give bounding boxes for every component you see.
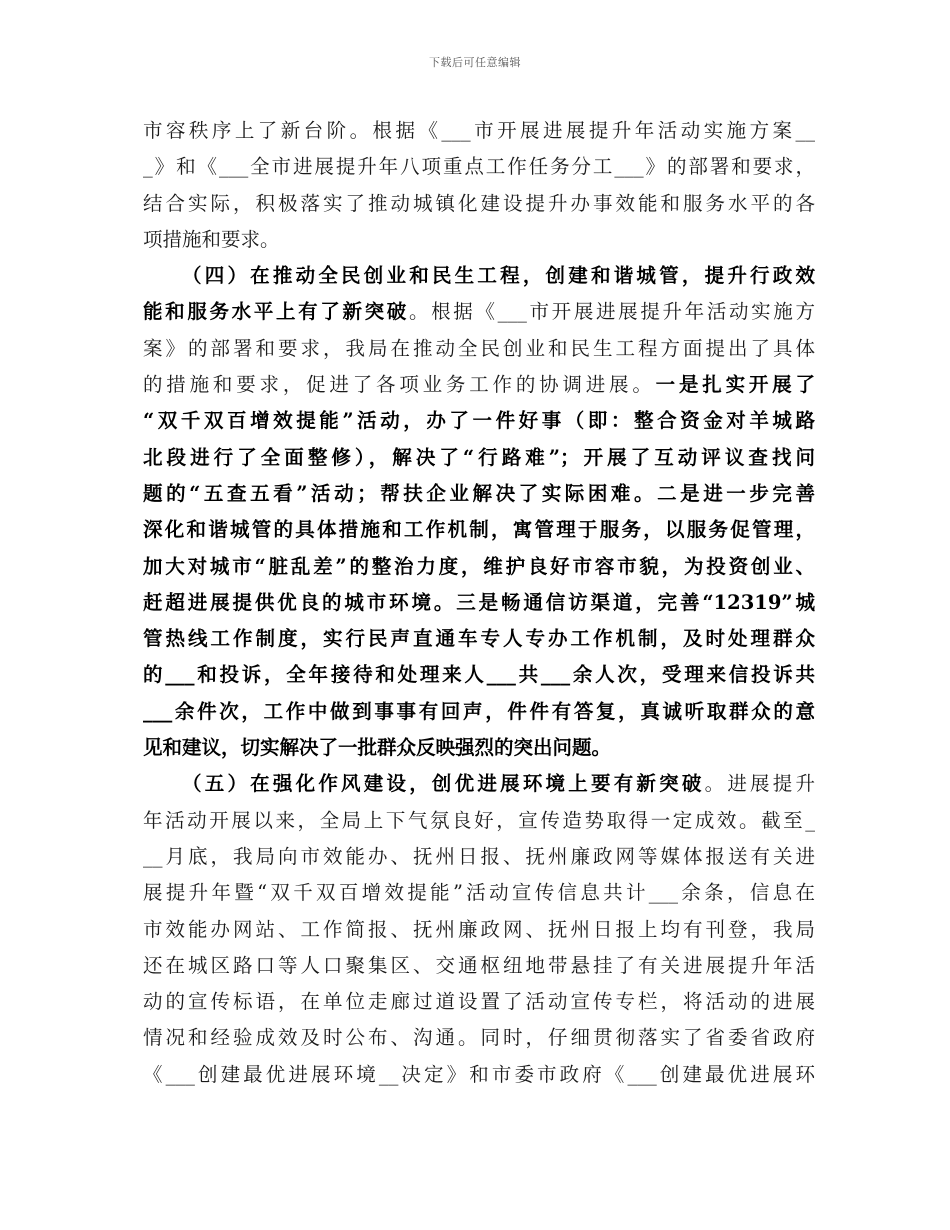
bold-text-segment: 的___和投诉，全年接待和处理来人___共___余人次，受理来信投诉共	[143, 663, 815, 687]
bold-text-segment: 见和建议，切实解决了一批群众反映强烈的突出问题。	[143, 736, 612, 760]
bold-text-segment: 北段进行了全面整修），解决了“行路难”；开展了互动评议查找问	[143, 445, 815, 469]
text-line	[143, 403, 815, 439]
text-segment: 还在城区路口等人口聚集区、交通枢纽地带悬挂了有关进展提升年活	[143, 953, 815, 977]
bold-text-segment: 一是扎实开展了	[655, 373, 815, 397]
text-line	[143, 1020, 815, 1056]
bold-text-segment: ___余件次，工作中做到事事有回声，件件有答复，真诚听取群众的意	[143, 699, 815, 723]
text-segment: __月底，我局向市效能办、抚州日报、抚州廉政网等媒体报送有关进	[143, 844, 815, 868]
text-segment: 结合实际，积极落实了推动城镇化建设提升办事效能和服务水平的各	[143, 191, 815, 215]
bold-text-segment: “双千双百增效提能”活动，办了一件好事（即：整合资金对羊城路	[143, 409, 815, 433]
text-line	[143, 512, 815, 548]
text-line	[143, 549, 815, 585]
text-line	[143, 476, 815, 512]
bold-text-segment: 深化和谐城管的具体措施和工作机制，寓管理于服务，以服务促管理，	[143, 518, 815, 542]
text-segment: 《___创建最优进展环境__决定》和市委市政府《___创建最优进展环	[143, 1062, 815, 1086]
text-segment: 动的宣传标语，在单位走廊过道设置了活动宣传专栏，将活动的进展	[143, 990, 815, 1014]
text-line	[143, 585, 815, 621]
text-line	[143, 149, 815, 185]
text-line	[143, 621, 815, 657]
text-segment: 。进展提升	[704, 772, 815, 796]
bold-text-segment: 能和服务水平上有了新突破	[143, 300, 409, 324]
text-line	[143, 948, 815, 984]
text-line	[143, 984, 815, 1020]
document-body	[143, 113, 815, 1093]
text-line	[143, 113, 815, 149]
bold-text-segment: （五）在强化作风建设，创优进展环境上要有新突破	[182, 772, 705, 796]
text-line	[143, 912, 815, 948]
text-segment: _》和《___全市进展提升年八项重点工作任务分工___》的部署和要求，	[143, 155, 815, 179]
text-line	[143, 766, 815, 802]
bold-text-segment: 管热线工作制度，实行民声直通车专人专办工作机制，及时处理群众	[143, 627, 815, 651]
page-header: 下载后可任意编辑	[429, 56, 521, 69]
bold-text-segment: 题的“五查五看”活动；帮扶企业解决了实际困难。二是进一步完善	[143, 481, 815, 505]
bold-text-segment: 赶超进展提供优良的城市环境。三是畅通信访渠道，完善“12319”城	[143, 590, 815, 614]
text-segment: 的措施和要求，促进了各项业务工作的协调进展。	[143, 373, 656, 397]
text-line	[143, 803, 815, 839]
text-segment: 项措施和要求。	[143, 227, 280, 251]
text-line	[143, 294, 815, 330]
text-segment: 市效能办网站、工作简报、抚州廉政网、抚州日报上均有刊登，我局	[143, 917, 815, 941]
text-line	[143, 258, 815, 294]
text-segment: 市容秩序上了新台阶。根据《___市开展进展提升年活动实施方案__	[143, 119, 815, 142]
text-line	[143, 222, 815, 258]
text-line	[143, 367, 815, 403]
text-line	[143, 440, 815, 476]
text-line	[143, 694, 815, 730]
text-line	[143, 657, 815, 693]
text-segment: 展提升年暨“双千双百增效提能”活动宣传信息共计___余条，信息在	[143, 881, 815, 905]
text-line	[143, 186, 815, 222]
text-line	[143, 875, 815, 911]
text-line	[143, 839, 815, 875]
text-segment: 。根据《___市开展进展提升年活动实施方	[408, 300, 815, 324]
bold-text-segment: （四）在推动全民创业和民生工程，创建和谐城管，提升行政效	[182, 264, 815, 288]
text-line	[143, 730, 815, 766]
bold-text-segment: 加大对城市“脏乱差”的整治力度，维护良好市容市貌，为投资创业、	[143, 554, 815, 578]
text-segment: 年活动开展以来，全局上下气氛良好，宣传造势取得一定成效。截至_	[143, 808, 815, 832]
text-segment: 情况和经验成效及时公布、沟通。同时，仔细贯彻落实了省委省政府	[143, 1026, 815, 1050]
text-line	[143, 331, 815, 367]
text-line	[143, 1057, 815, 1093]
text-segment: 案》的部署和要求，我局在推动全民创业和民生工程方面提出了具体	[143, 336, 815, 360]
